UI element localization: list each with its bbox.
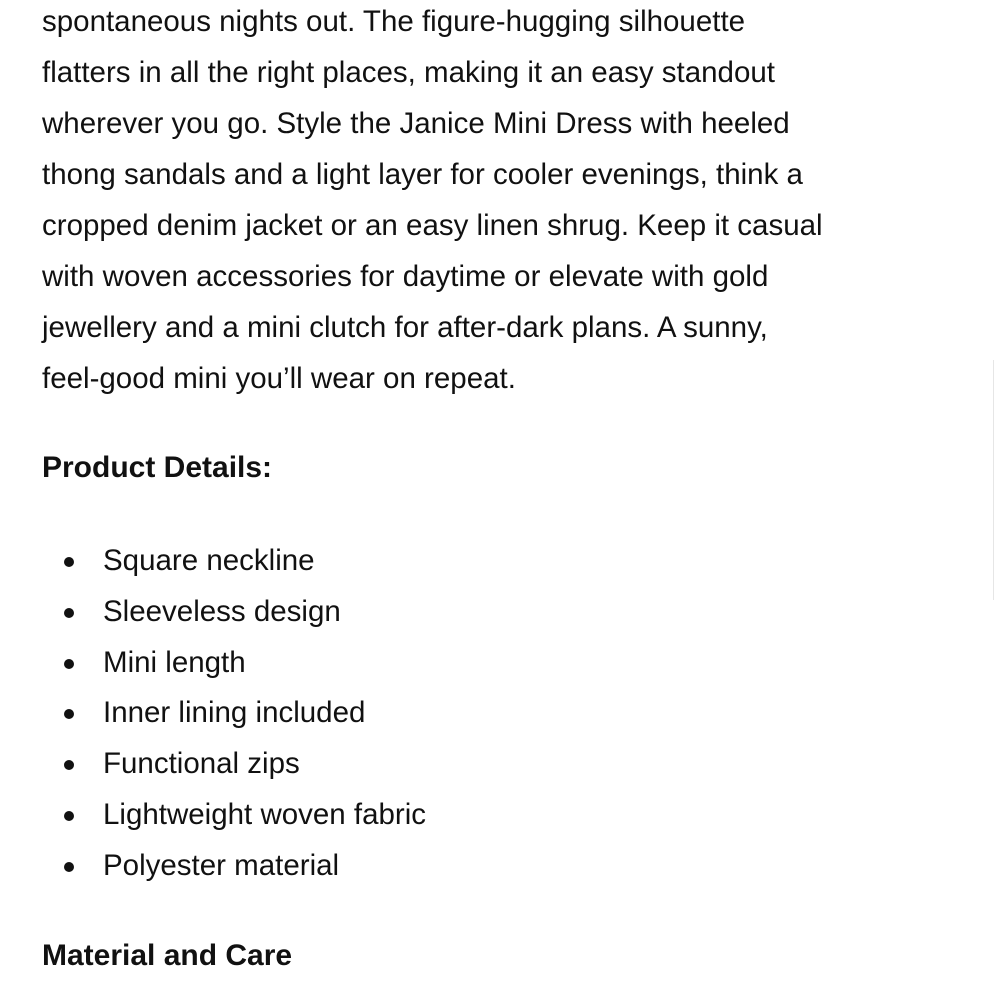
product-details-heading: Product Details: (42, 451, 273, 484)
bullet-icon (64, 760, 74, 770)
list-item-label: Sleeveless design (103, 594, 341, 628)
description-line: wherever you go. Style the Janice Mini Dress with heeled (42, 107, 790, 140)
bullet-icon (64, 709, 74, 719)
list-item (42, 638, 426, 689)
list-item (42, 841, 426, 892)
list-item (42, 536, 426, 587)
material-care-heading[interactable]: Material and Care (42, 939, 293, 972)
description-line: cropped denim jacket or an easy linen shrug. Keep it casual (42, 209, 823, 242)
list-item (42, 688, 426, 739)
description-line: flatters in all the right places, making it an easy standout (42, 56, 775, 89)
bullet-icon (64, 557, 74, 567)
bullet-icon (64, 862, 74, 872)
list-item-label: Functional zips (103, 747, 300, 781)
list-item (42, 587, 426, 638)
scrollbar-edge[interactable] (993, 360, 1000, 600)
list-item-label: Square neckline (103, 544, 315, 577)
list-item-label: Mini length (103, 645, 246, 679)
bullet-icon (64, 659, 74, 669)
description-line: feel-good mini you’ll wear on repeat. (42, 362, 516, 395)
list-item-label: Inner lining included (103, 696, 366, 730)
list-item-label: Polyester material (103, 848, 340, 882)
list-item-label: Lightweight woven fabric (103, 797, 427, 831)
description-line: thong sandals and a light layer for cooler evenings, think a (42, 158, 803, 191)
product-details-list (42, 536, 426, 892)
product-description-content (42, 0, 952, 972)
product-description (42, 0, 952, 404)
bullet-icon (64, 608, 74, 618)
description-line: spontaneous nights out. The figure-hugging silhouette (42, 5, 746, 38)
list-item (42, 790, 426, 841)
description-line: jewellery and a mini clutch for after-dark plans. A sunny, (42, 311, 768, 344)
bullet-icon (64, 811, 74, 821)
description-line: with woven accessories for daytime or elevate with gold (42, 260, 769, 293)
list-item (42, 739, 426, 790)
